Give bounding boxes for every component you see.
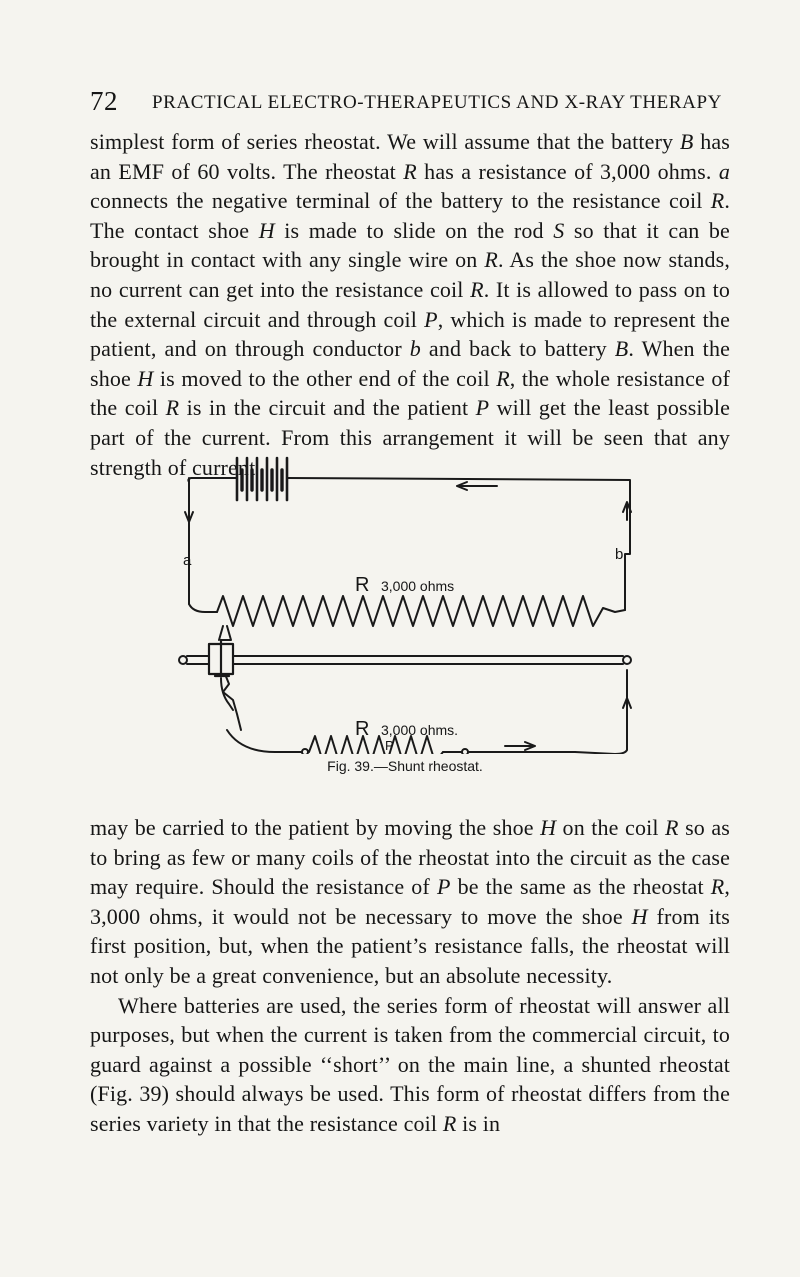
symbol: b [409,336,421,362]
page-header [90,86,730,120]
slide-rod [179,656,631,664]
terminal-right [462,749,468,754]
symbol: H [137,365,154,391]
battery-icon [237,458,287,500]
figure-shunt-rheostat [175,434,635,774]
arrow-left-icon [457,482,497,490]
label-a: a [183,552,192,569]
symbol: H [631,903,648,929]
symbol: H [540,815,557,840]
symbol: R [470,276,484,302]
symbol: H [258,217,275,243]
symbol: P [436,874,451,900]
wire-right-lower [575,670,627,754]
text-run: on the coil [556,815,666,840]
label-ohms-bottom: 3,000 ohms. [381,722,459,738]
text-run: , which is made to represent the patient, and on through conductor [90,306,730,362]
contact-shoe [209,640,233,676]
text-run: and back to battery [420,336,615,362]
text-run: be the same as the rheostat [450,874,711,900]
symbol: B [614,336,629,362]
wire-left-to-coil [189,604,217,612]
symbol: a [718,158,730,184]
wire-top-left [188,478,237,482]
text-run: is in the circuit and the patient [179,395,476,421]
label-R-bottom: R [355,718,370,740]
wire-lower-outer [227,730,301,752]
symbol: R [484,247,498,273]
symbol: R [496,365,510,391]
symbol: R [710,874,725,900]
symbol: P [475,395,490,421]
text-run: has a resistance of 3,000 ohms. [416,158,719,184]
text-run: will get the least possible part of the current. From this arrangement it will be seen that any strength of current [90,395,730,480]
text-run: . When the shoe [90,336,731,391]
label-R-top: R [355,574,370,596]
paragraph-continued [90,813,730,991]
text-run: . It is allowed to pass on to the external circuit and through coil [90,276,730,332]
label-b: b [615,546,624,563]
symbol: R [442,1110,457,1136]
symbol: P [424,306,438,332]
text-run: from its first position, but, when the patient’s resistance falls, the rheostat will not only be a great convenience, but an absolute necessity. [90,903,730,988]
label-ohms-top: 3,000 ohms [381,578,455,594]
wire-right-b [625,506,630,610]
page-number: 72 [90,86,118,116]
symbol: R [165,395,180,421]
text-run: is moved to the other end of the coil [153,365,497,391]
text-run: , the whole resistance of the coil [90,365,731,421]
symbol: S [553,217,565,243]
paragraph-top [90,127,730,482]
contact-finger [219,626,231,640]
wire-top-right [287,478,630,506]
running-head: PRACTICAL ELECTRO-THERAPEUTICS AND X-RAY THERAPY [152,92,722,113]
figure-caption: Fig. 39.—Shunt rheostat. [327,758,483,774]
text-run: simplest form of series rheostat. We will assume that the battery [90,129,680,154]
arrow-right-icon [505,742,535,750]
text-run: so that it can be brought in contact with any single wire on [90,217,730,273]
symbol: R [710,188,725,214]
shoe-spring [223,674,241,730]
text-run: , 3,000 ohms, it would not be necessary to move the shoe [90,874,731,929]
resistance-coil-top [217,596,625,626]
text-run: is in [456,1110,501,1136]
circuit-diagram [175,434,635,754]
text-run: . As the shoe now stands, no current can get into the resistance coil [90,247,730,302]
text-run: may be carried to the patient by moving the shoe [90,815,541,840]
paragraph-last [90,991,730,1139]
text-run: . The contact shoe [90,188,730,243]
symbol: B [679,129,694,154]
text-run: so as to bring as few or many coils of the rheostat into the circuit as the case may require. Should the resistance of [90,815,730,900]
text-run: has an EMF of 60 volts. The rheostat [90,129,730,184]
patient-coil [309,736,443,754]
text-run: connects the negative terminal of the battery to the resistance coil [90,188,711,214]
symbol: R [403,158,417,184]
terminal-left [302,749,308,754]
label-P: P [385,738,394,753]
symbol: R [665,815,679,840]
text-run: is made to slide on the rod [274,217,554,243]
arrow-down-icon [185,504,193,522]
text-run: Where batteries are used, the series form of rheostat will answer all purposes, but when the current is taken from the commercial circuit, to guard against a possible ‘‘short’’ on the main line, a shunted rheostat (Fig. 39) should always be used. This form of rheostat differs from the series variety in that the resistance coil [90,992,730,1136]
paragraphs-bottom [90,813,730,1139]
